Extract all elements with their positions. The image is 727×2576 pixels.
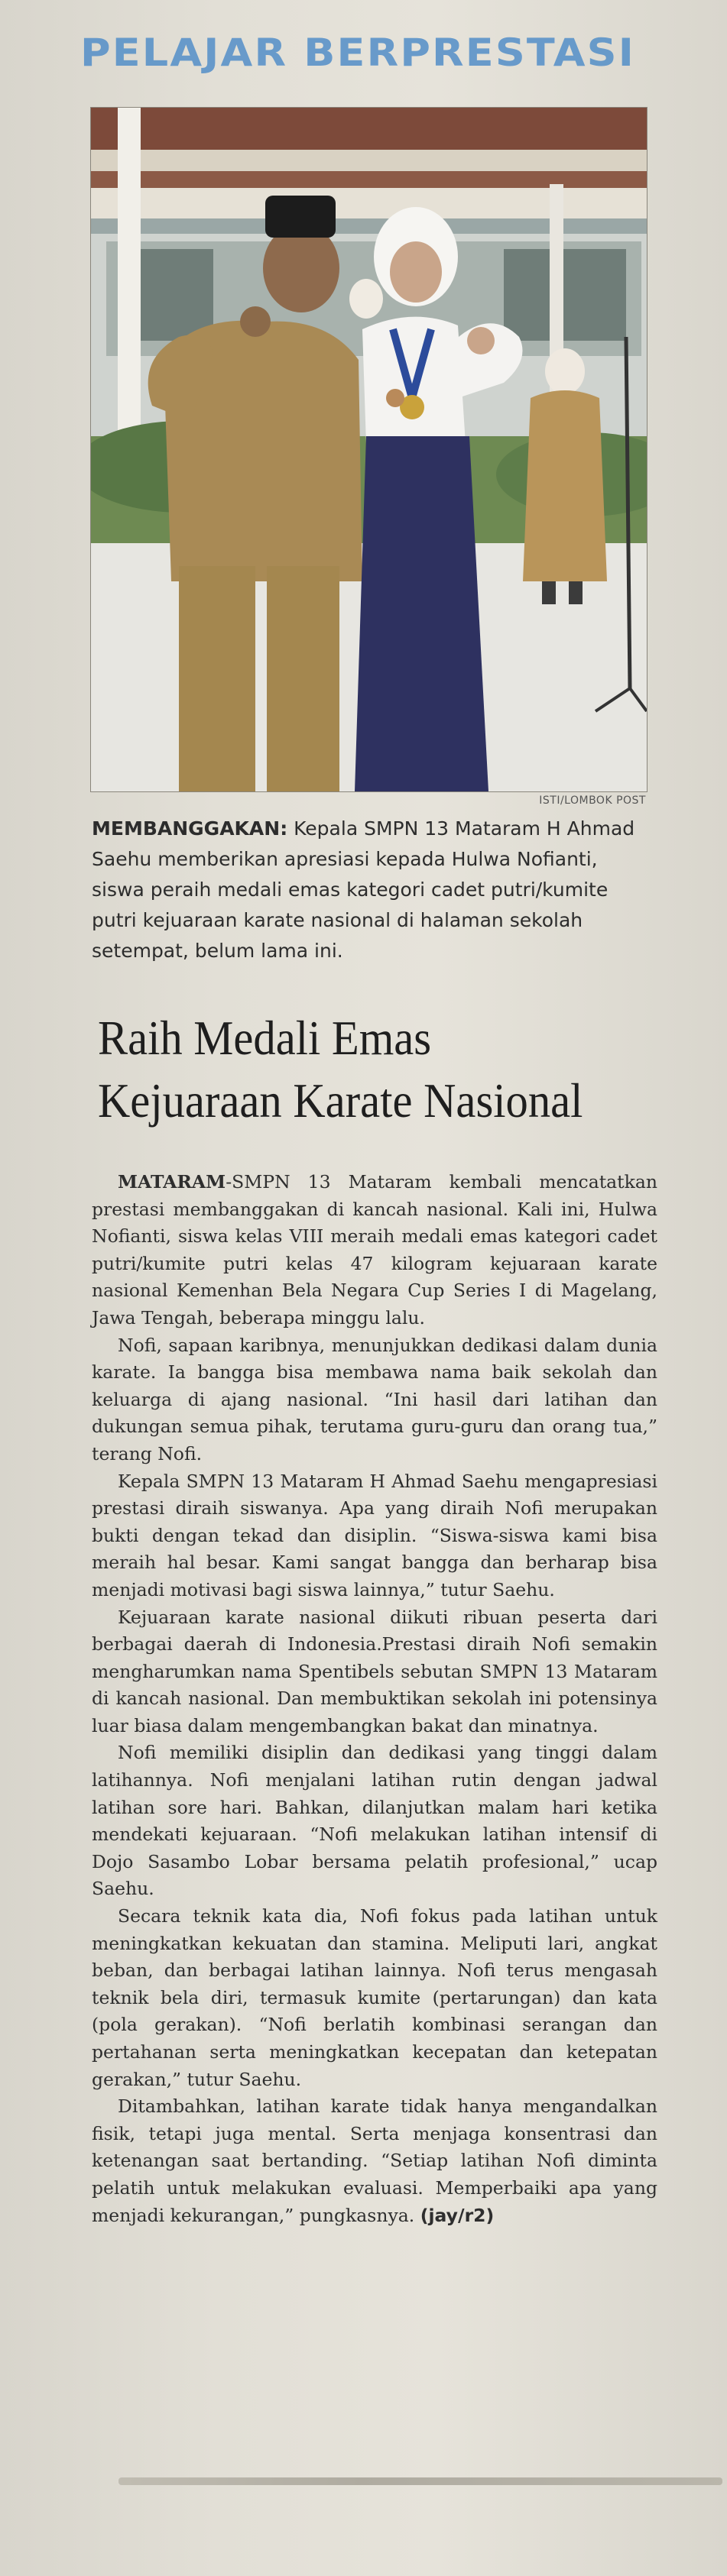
signoff: (jay/r2) (420, 2204, 495, 2226)
paragraph-3: Kepala SMPN 13 Mataram H Ahmad Saehu mengapresiasi prestasi diraih siswanya. Apa yang diraih Nofi merupakan bukti dengan tekad dan disiplin. “Siswa-siswa kami bisa meraih hal besar. Kami sangat bangga dan berharap bisa menjadi motivasi bagi siswa lainnya,” tutur Saehu. (92, 1470, 657, 1600)
caption-lead: MEMBANGGAKAN: (92, 817, 288, 840)
paragraph-1-text: -SMPN 13 Mataram kembali mencatatkan prestasi membanggakan di kancah nasional. Kali ini, Hulwa Nofianti, siswa kelas VIII meraih medali emas kategori cadet putri/kumite putri kelas 47 kilogram kejuaraan karate nasional Kemenhan Bela Negara Cup Series I di Magelang, Jawa Tengah, beberapa minggu lalu. (92, 1171, 657, 1328)
paragraph-2: Nofi, sapaan karibnya, menunjukkan dedikasi dalam dunia karate. Ia bangga bisa membawa nama baik sekolah dan keluarga di ajang nasional. “Ini hasil dari latihan dan dukungan semua pihak, terutama guru-guru dan orang tua,” terang Nofi. (92, 1334, 657, 1464)
paragraph-7-text: Ditambahkan, latihan karate tidak hanya mengandalkan fisik, tetapi juga mental. Serta menjaga konsentrasi dan ketenangan saat bertanding. “Setiap latihan Nofi diminta pelatih untuk melakukan evaluasi. Memperbaiki apa yang menjadi kekurangan,” pungkasnya. (92, 2095, 657, 2226)
headline-line-1: Raih Medali Emas (98, 1011, 432, 1065)
caption-text: Kepala SMPN 13 Mataram H Ahmad Saehu memberikan apresiasi kepada Hulwa Nofianti, siswa peraih medali emas kategori cadet putri/kumite putri kejuaraan karate nasional di halaman sekolah setempat, belum lama ini. (92, 817, 635, 962)
photo-credit: ISTI/LOMBOK POST (539, 794, 646, 807)
paragraph-7 (92, 2093, 657, 2229)
photo-caption (92, 814, 654, 966)
article-body (92, 1169, 657, 2229)
bottom-rule (118, 2477, 722, 2485)
dateline: MATARAM (118, 1171, 226, 1193)
paragraph-6: Secara teknik kata dia, Nofi fokus pada latihan untuk meningkatkan kekuatan dan stamina. Meliputi lari, angkat beban, dan berbagai latihan lainnya. Nofi terus mengasah teknik bela diri, termasuk kumite (pertarungan) dan kata (pola gerakan). “Nofi berlatih kombinasi serangan dan pertahanan serta meningkatkan kecepatan dan ketepatan gerakan,” tutur Saehu. (92, 1905, 657, 2090)
paragraph-5: Nofi memiliki disiplin dan dedikasi yang tinggi dalam latihannya. Nofi menjalani latihan rutin dengan jadwal latihan sore hari. Bahkan, dilanjutkan malam hari ketika mendekati kejuaraan. “Nofi melakukan latihan intensif di Dojo Sasambo Lobar bersama pelatih profesional,” ucap Saehu. (92, 1742, 657, 1900)
article-photo (90, 107, 647, 792)
paragraph-1 (92, 1169, 657, 1332)
paragraph-4: Kejuaraan karate nasional diikuti ribuan peserta dari berbagai daerah di Indonesia.Prestasi diraih Nofi semakin mengharumkan nama Spentibels sebutan SMPN 13 Mataram di kancah nasional. Dan membuktikan sekolah ini potensinya luar biasa dalam mengembangkan bakat dan minatnya. (92, 1606, 657, 1736)
headline-line-2: Kejuaraan Karate Nasional (98, 1074, 583, 1128)
article-headline (98, 1007, 638, 1132)
photo-illustration (91, 108, 647, 791)
section-rubric: PELAJAR BERPRESTASI (80, 31, 635, 75)
